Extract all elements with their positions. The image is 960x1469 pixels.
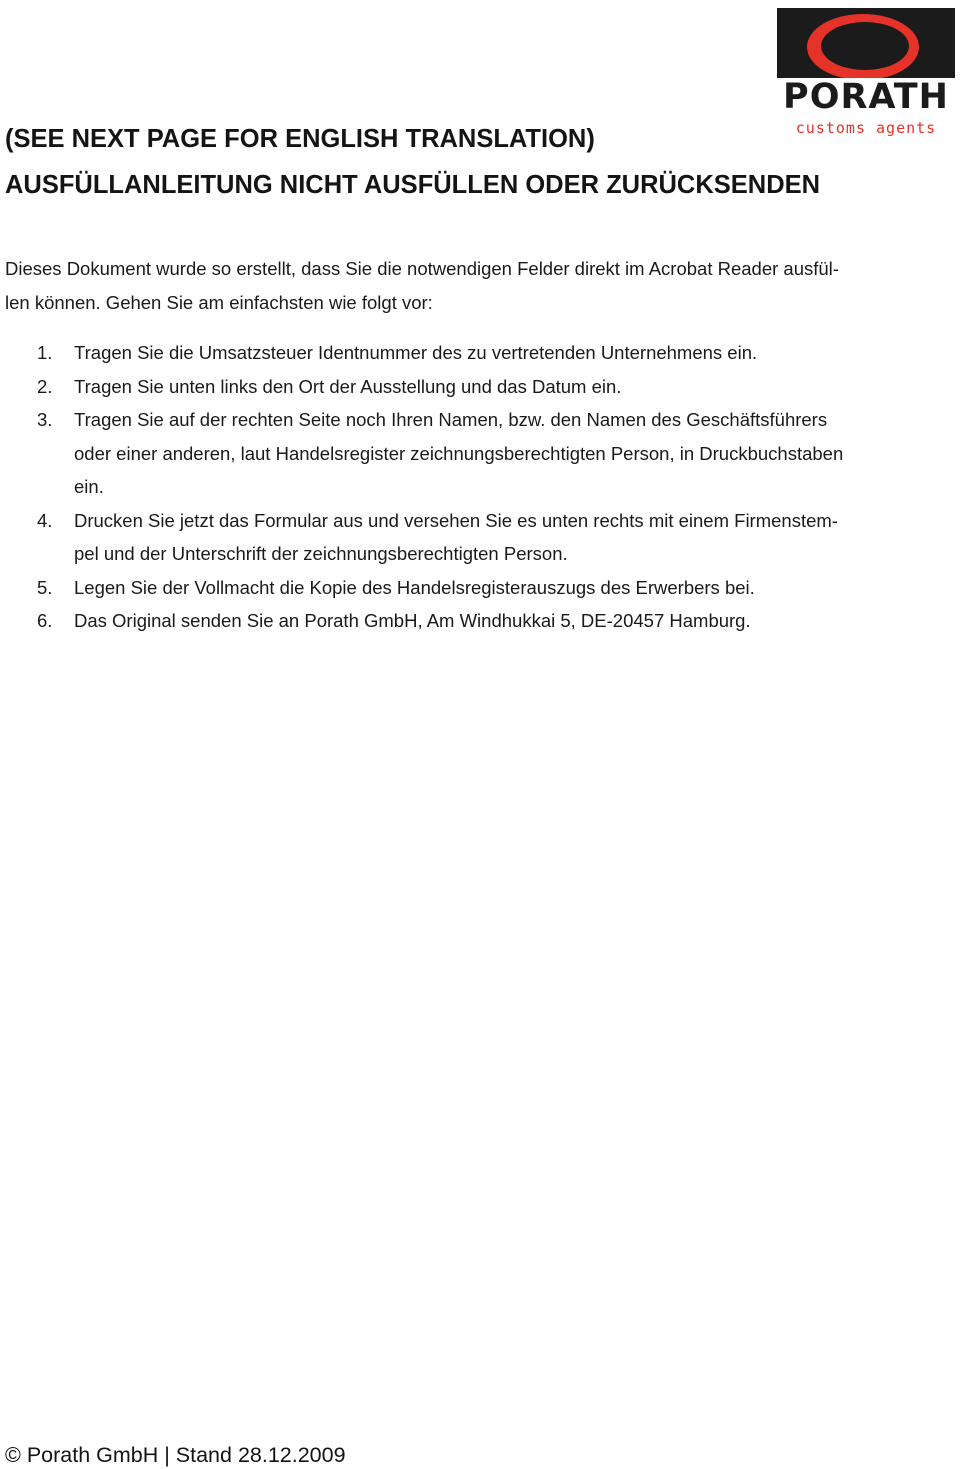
step-item	[0, 336, 900, 370]
logo-name: PORATH	[783, 77, 949, 117]
step-text-line: Drucken Sie jetzt das Formular aus und versehen Sie es unten rechts mit einem Firmenstem-	[74, 509, 838, 531]
step-text-line: pel und der Unterschrift der zeichnungsberechtigten Person.	[74, 543, 568, 564]
step-text-line: ein.	[74, 476, 104, 497]
step-text-line: oder einer anderen, laut Handelsregister zeichnungsberechtigten Person, in Druckbuchstaben	[74, 442, 844, 464]
step-text-line: Tragen Sie auf der rechten Seite noch Ihren Namen, bzw. den Namen des Geschäftsführers	[74, 409, 828, 430]
step-item	[0, 403, 900, 504]
instruction-steps	[0, 336, 900, 638]
instructions-title: AUSFÜLLANLEITUNG NICHT AUSFÜLLEN ODER ZURÜCKSENDEN	[5, 171, 821, 199]
step-number: 3.	[37, 409, 53, 430]
logo-tagline: customs agents	[795, 119, 937, 137]
step-number: 4.	[37, 509, 53, 531]
company-logo	[777, 8, 955, 136]
intro-line: Dieses Dokument wurde so erstellt, dass Sie die notwendigen Felder direkt im Acrobat Reader ausfül-	[5, 258, 839, 279]
step-text-line: Tragen Sie die Umsatzsteuer Identnummer des zu vertretenden Unternehmens ein.	[74, 342, 758, 363]
intro-paragraph	[5, 252, 895, 319]
page-footer: © Porath GmbH | Stand 28.12.2009	[5, 1443, 346, 1467]
step-text-line: Das Original senden Sie an Porath GmbH, Am Windhukkai 5, DE-20457 Hamburg.	[74, 610, 751, 631]
logo-mark-icon	[777, 8, 955, 78]
step-item	[0, 571, 900, 605]
intro-line: len können. Gehen Sie am einfachsten wie folgt vor:	[5, 291, 433, 313]
step-number: 2.	[37, 375, 53, 397]
step-text-line: Legen Sie der Vollmacht die Kopie des Handelsregisterauszugs des Erwerbers bei.	[74, 576, 755, 598]
step-number: 5.	[37, 576, 53, 598]
step-item	[0, 604, 900, 638]
step-item	[0, 504, 900, 571]
step-number: 6.	[37, 610, 53, 631]
translation-note-heading: (SEE NEXT PAGE FOR ENGLISH TRANSLATION)	[5, 125, 595, 153]
step-text-line: Tragen Sie unten links den Ort der Ausstellung und das Datum ein.	[74, 375, 622, 397]
step-number: 1.	[37, 342, 53, 363]
step-item	[0, 370, 900, 404]
